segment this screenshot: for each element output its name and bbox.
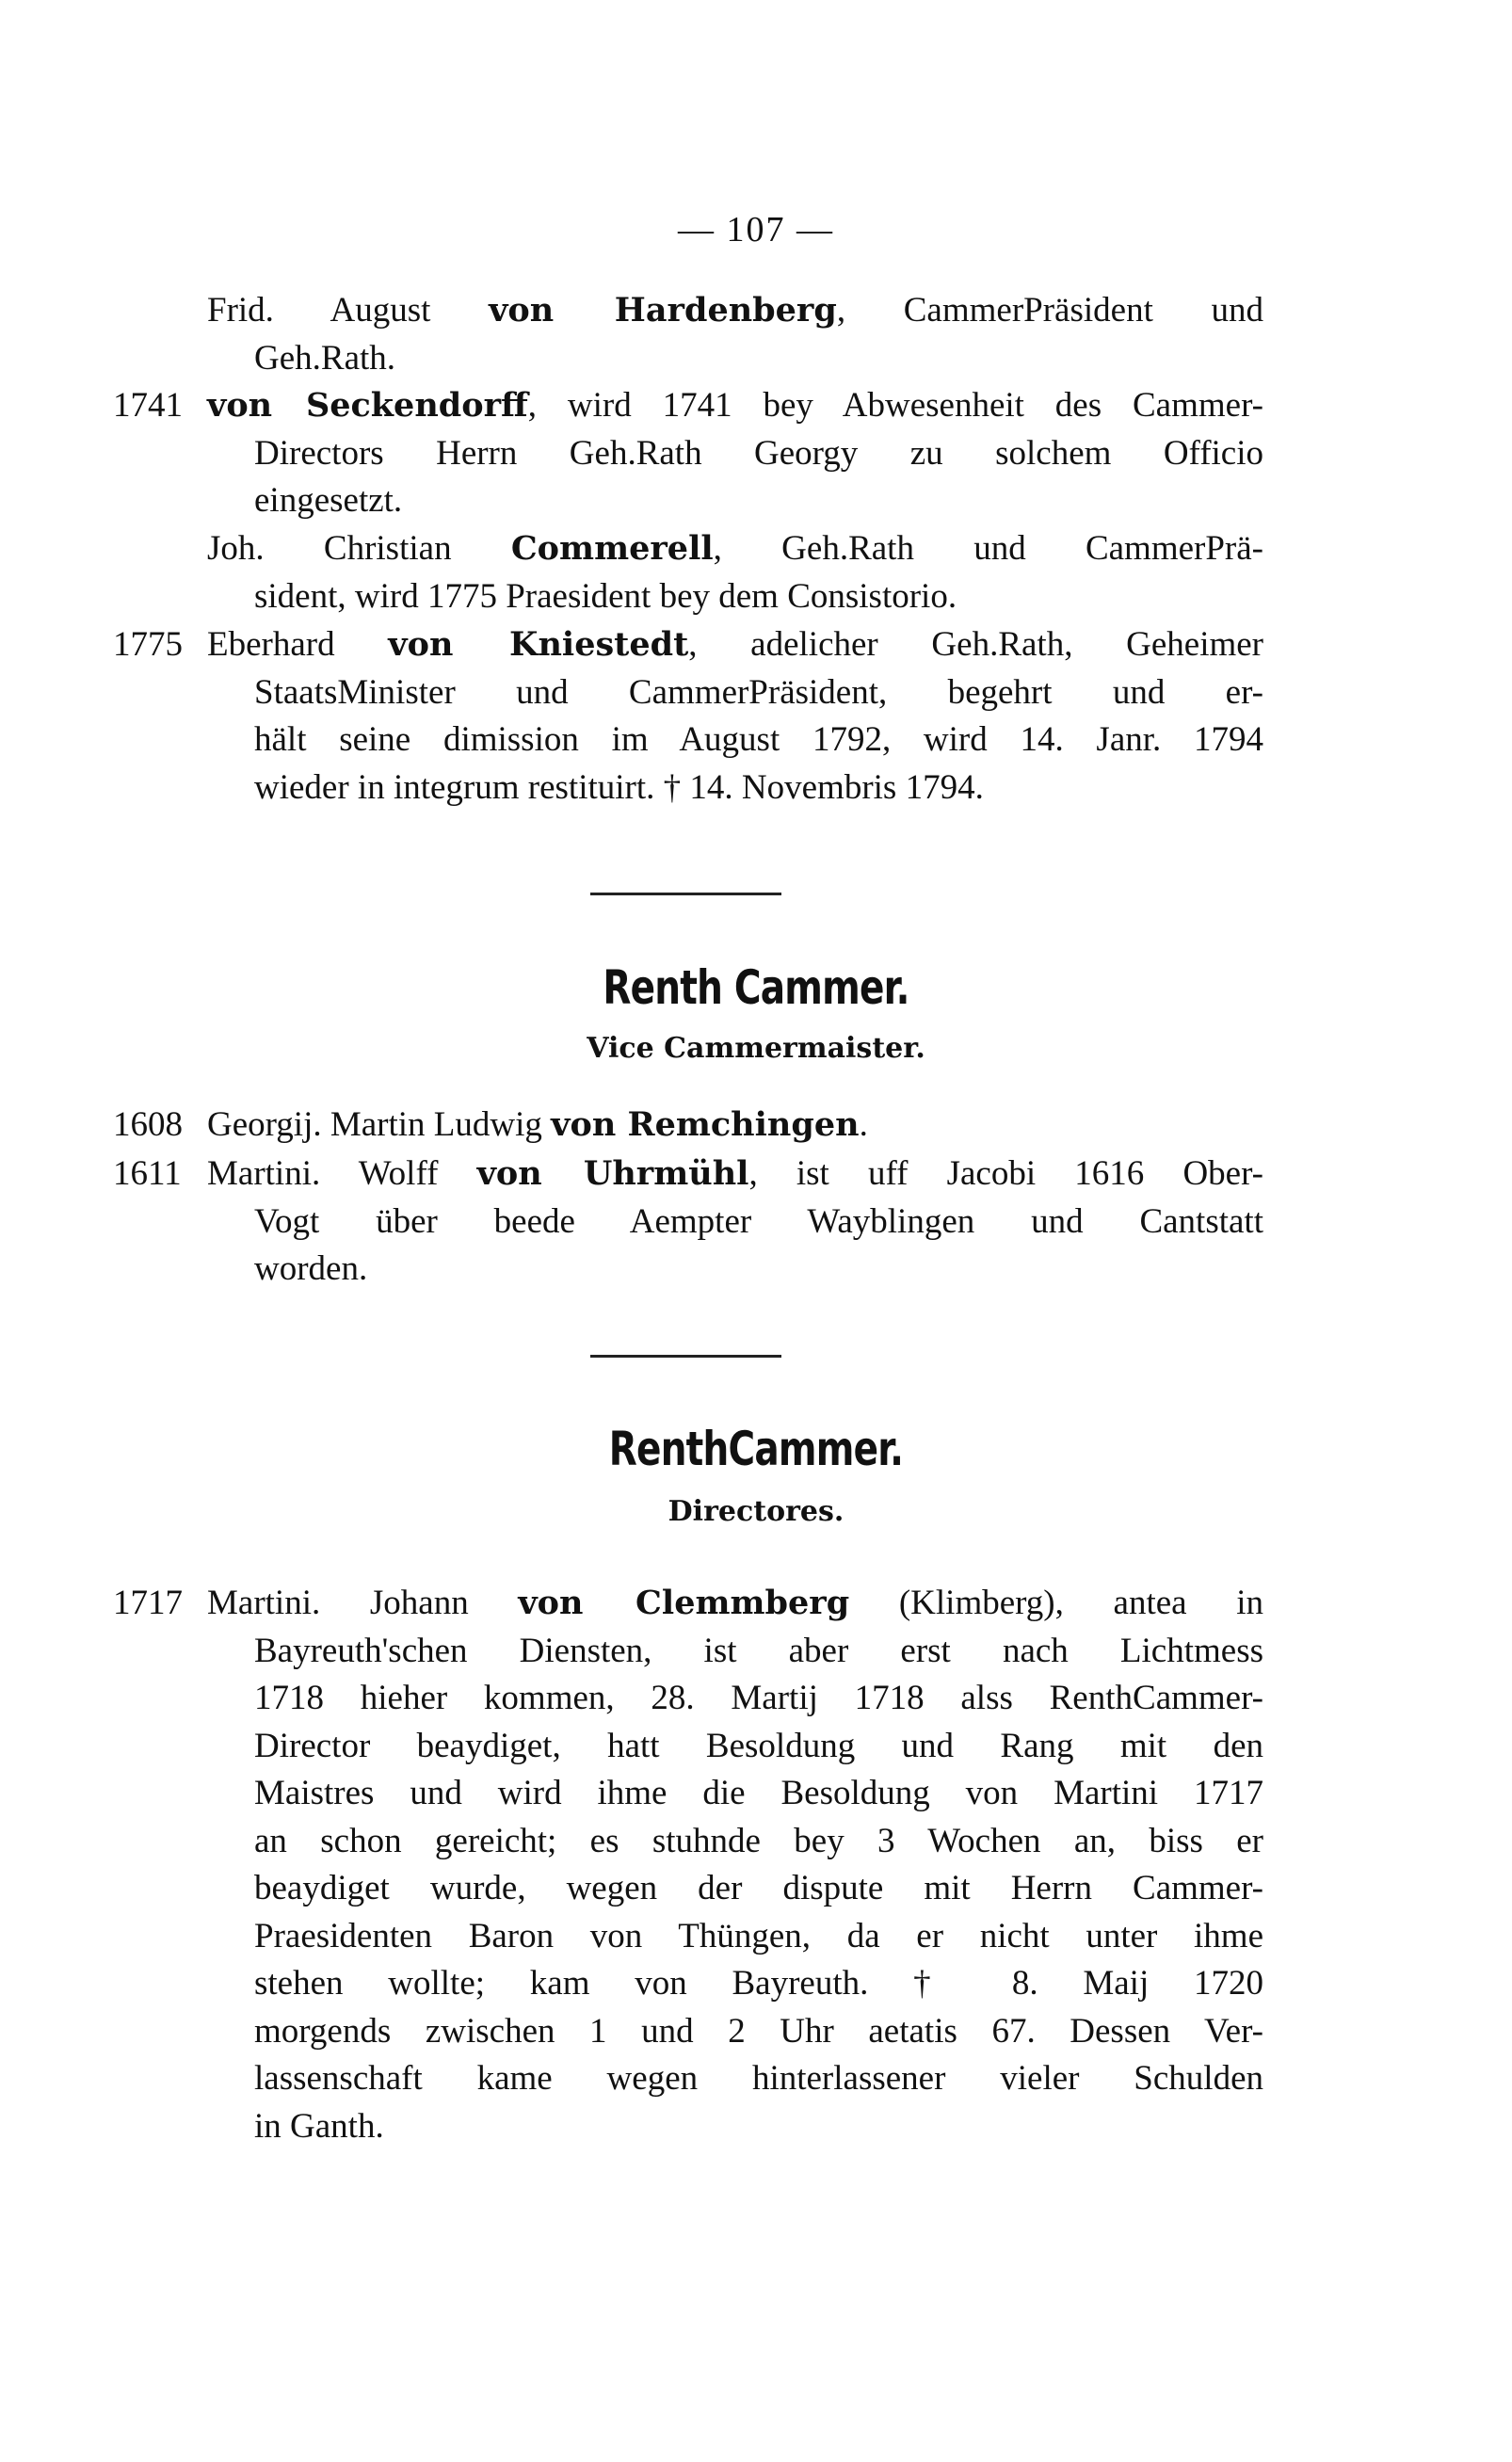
entry-year: 1717 (113, 1584, 183, 1622)
entry-continuation-line (113, 1818, 1263, 1866)
entry-continuation-line (113, 1199, 1263, 1247)
text: Bayreuth'schen Diensten, ist aber erst nach Lichtmess (254, 1631, 1263, 1670)
entry-continuation-line (113, 430, 1263, 478)
entry-seckendorff (113, 382, 1263, 525)
text: beaydiget wurde, wegen der dispute mit Herrn Cammer- (254, 1869, 1263, 1907)
entry-continuation-line (113, 573, 1263, 621)
entry-uhrmuehl (113, 1151, 1263, 1294)
section-divider (590, 1355, 781, 1358)
text: 1718 hieher kommen, 28. Martij 1718 alss RenthCammer- (254, 1679, 1263, 1717)
text: Vogt über beede Aempter Wayblingen und Cantstatt (254, 1201, 1263, 1241)
person-name: von Uhrmühl (476, 1154, 749, 1193)
text: eingesetzt. (254, 481, 403, 520)
text: , CammerPräsident und (836, 291, 1264, 330)
entry-continuation-line (113, 2008, 1263, 2056)
entry-continuation-line (113, 764, 1263, 813)
entry-first-line (113, 382, 1263, 430)
entry-continuation-line (113, 669, 1263, 717)
section-subtitle-vice-cammermaister: Vice Cammermaister. (587, 1032, 925, 1065)
entry-continuation-line (113, 335, 1263, 383)
entry-continuation-line (113, 2103, 1263, 2151)
entry-year: 1611 (113, 1154, 182, 1193)
text: Geh.Rath. (254, 338, 396, 378)
text: , wird 1741 bey Abwesenheit des Cammer- (527, 386, 1263, 425)
entry-continuation-line (113, 2055, 1263, 2103)
text: worden. (254, 1249, 368, 1288)
entry-text (207, 1151, 1263, 1199)
person-name: von Seckendorff (207, 386, 528, 425)
entry-continuation-line (113, 716, 1263, 764)
entry-year: 1775 (113, 625, 183, 664)
entry-text (207, 1102, 1263, 1150)
text: , ist uff Jacobi 1616 Ober- (748, 1154, 1263, 1193)
text: wieder in integrum restituirt. † 14. Novembris 1794. (254, 767, 984, 807)
text: Joh. Christian (207, 529, 511, 568)
section-title-renthcammer: RenthCammer. (608, 1422, 904, 1476)
text: , adelicher Geh.Rath, Geheimer (688, 625, 1264, 664)
person-name: von Remchingen (551, 1105, 860, 1144)
entry-first-line (113, 525, 1263, 573)
text: , Geh.Rath und CammerPrä- (713, 529, 1264, 568)
entry-continuation-line (113, 477, 1263, 525)
entry-hardenberg (113, 287, 1263, 382)
entry-continuation-line (113, 1628, 1263, 1676)
text: Director beaydiget, hatt Besoldung und Rang mit den (254, 1726, 1263, 1765)
section-divider (590, 893, 781, 895)
entry-commerell (113, 525, 1263, 620)
text: . (859, 1105, 868, 1144)
text: sident, wird 1775 Praesident bey dem Consistorio. (254, 576, 957, 616)
section-title-renth-cammer: Renth Cammer. (603, 960, 909, 1015)
section-subtitle-directores: Directores. (668, 1495, 844, 1528)
page-number: — 107 — (678, 210, 834, 249)
entry-continuation-line (113, 1913, 1263, 1961)
entry-text (207, 287, 1263, 335)
text: Eberhard (207, 625, 389, 664)
entry-kniestedt (113, 621, 1263, 812)
text: in Ganth. (254, 2106, 384, 2146)
text: Martini. Johann (207, 1584, 519, 1622)
entry-year (113, 525, 207, 573)
entry-text (207, 1580, 1263, 1628)
text: Praesidenten Baron von Thüngen, da er nicht unter ihme (254, 1916, 1263, 1955)
entry-continuation-line (113, 1770, 1263, 1818)
entry-clemmberg (113, 1580, 1263, 2150)
entry-text (207, 621, 1263, 669)
entry-continuation-line (113, 1723, 1263, 1771)
text: morgends zwischen 1 und 2 Uhr aetatis 67. Dessen Ver- (254, 2011, 1263, 2051)
text: stehen wollte; kam von Bayreuth. † 8. Maij 1720 (254, 1964, 1263, 2003)
entry-first-line (113, 1151, 1263, 1199)
person-name: von Clemmberg (518, 1584, 850, 1622)
entry-year (113, 287, 207, 335)
text: (Klimberg), antea in (849, 1584, 1263, 1622)
person-name: von Hardenberg (489, 291, 837, 330)
entry-remchingen (113, 1102, 1263, 1150)
entry-first-line (113, 621, 1263, 669)
entry-continuation-line (113, 1865, 1263, 1913)
entry-continuation-line (113, 1675, 1263, 1723)
entry-first-line (113, 287, 1263, 335)
text: StaatsMinister und CammerPräsident, begehrt und er- (254, 672, 1263, 712)
text: Georgij. Martin Ludwig (207, 1105, 552, 1144)
entry-text (207, 525, 1263, 573)
text: Frid. August (207, 291, 490, 330)
person-name: Commerell (510, 529, 714, 568)
text: hält seine dimission im August 1792, wird 14. Janr. 1794 (254, 720, 1263, 759)
text: Martini. Wolff (207, 1154, 477, 1193)
text: Directors Herrn Geh.Rath Georgy zu solchem Officio (254, 433, 1263, 473)
text: Maistres und wird ihme die Besoldung von Martini 1717 (254, 1774, 1263, 1812)
entry-first-line (113, 1102, 1263, 1150)
entry-year: 1741 (113, 386, 183, 425)
text: an schon gereicht; es stuhnde bey 3 Wochen an, biss er (254, 1821, 1263, 1860)
entry-first-line (113, 1580, 1263, 1628)
entry-continuation-line (113, 1960, 1263, 2008)
person-name: von Kniestedt (388, 625, 689, 664)
entry-continuation-line (113, 1246, 1263, 1294)
entry-year: 1608 (113, 1105, 183, 1144)
text: lassenschaft kame wegen hinterlassener vieler Schulden (254, 2059, 1263, 2098)
entry-text (207, 382, 1263, 430)
